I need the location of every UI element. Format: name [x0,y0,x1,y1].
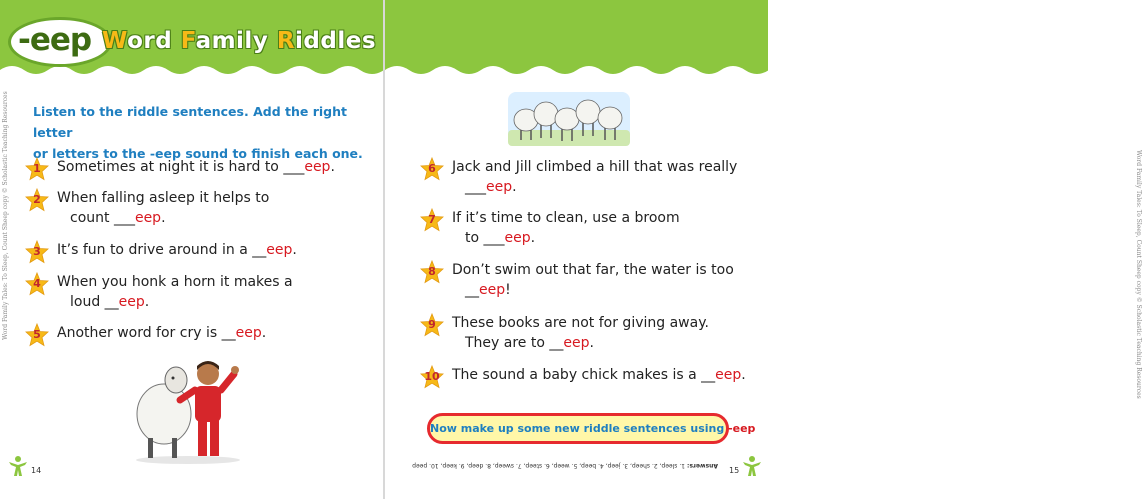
riddle-line-1: If it’s time to clean, use a broom [452,210,680,226]
riddle-line-1: Sometimes at night it is hard to ___eep. [57,159,335,175]
eep-ending: eep [118,294,145,310]
riddle-line-1: When falling asleep it helps to [57,190,270,206]
riddle-line-2: to ___eep. [465,230,536,246]
riddle-number: 4 [33,277,41,290]
star-icon [25,323,49,347]
riddle-line-2: __eep! [465,282,511,298]
riddle-number: 10 [424,370,440,383]
riddle-line-1: Another word for cry is __eep. [57,325,267,341]
star-icon [25,188,49,212]
riddle-number: 3 [33,245,41,258]
boy-hugging-sheep-illustration [128,356,254,464]
riddle-text [57,272,293,312]
riddle-line-2: ___eep. [465,179,517,195]
star-icon [420,365,444,389]
star-icon [25,272,49,296]
riddle-text [57,188,269,228]
star-icon [25,240,49,264]
page-number-right: 15 [729,466,740,475]
riddle-number: 2 [33,193,41,206]
riddle-line-1: These books are not for giving away. [452,315,709,331]
riddle-number: 9 [428,318,436,331]
eep-ending: eep [479,282,506,298]
eep-ending: eep [715,367,742,383]
star-icon [420,260,444,284]
eep-ending: eep [134,210,162,226]
riddle-text [452,157,737,197]
side-credit-right: Word Family Tales: To Sleep, Count Sheep copy © Scholastic Teaching Resources [1135,150,1142,399]
riddle-text [452,313,709,353]
eep-ending: eep [486,179,513,195]
riddle-prompt-callout: Now make up some new riddle sentences using -eep [427,413,729,444]
riddle-line-2: They are to __eep. [465,335,594,351]
eep-ending: eep [266,242,293,258]
instructions-line-2: or letters to the -eep sound to finish each one. [33,146,363,161]
eep-ending: eep [563,335,590,351]
riddle-number: 5 [33,328,41,341]
riddle-line-2: loud __eep. [70,294,150,310]
riddle-text [452,365,746,385]
riddle-number: 7 [428,213,436,226]
sheep-flock-illustration [506,86,632,148]
eep-ending: eep [504,230,531,246]
riddle-line-1: The sound a baby chick makes is a __eep. [452,367,746,383]
star-icon [25,157,49,181]
riddle-text [57,157,335,177]
star-icon [420,313,444,337]
riddle-line-1: Don’t swim out that far, the water is too [452,262,734,278]
instructions [33,101,373,164]
riddle-text [57,323,266,343]
title-word-family: -eep [18,22,92,58]
page-title: Word Family Riddles [102,28,377,54]
riddle-text [452,260,734,300]
riddle-text [57,240,297,260]
star-icon [420,208,444,232]
header-band-right [385,0,768,78]
eep-ending: eep [235,325,262,341]
answer-key: Answers: 1. sleep, 2. sheep, 3. jeep, 4. beep, 5. weep, 6. steep, 7. sweep, 8. deep, 9. keep, 10. peep [412,462,718,469]
kid-icon [7,455,29,477]
riddle-line-1: When you honk a horn it makes a [57,274,293,290]
kid-icon-right [741,455,763,477]
band-wave-edge-right [385,62,768,78]
riddle-line-1: Jack and Jill climbed a hill that was really [452,159,738,175]
instructions-line-1: Listen to the riddle sentences. Add the right letter [33,104,347,140]
riddle-text [452,208,680,248]
star-icon [420,157,444,181]
eep-ending: eep [304,159,331,175]
riddle-line-1: It’s fun to drive around in a __eep. [57,242,297,258]
page-number-left: 14 [31,466,42,475]
riddle-number: 1 [33,162,41,175]
side-credit: Word Family Tales: To Sleep, Count Sheep copy © Scholastic Teaching Resources [2,91,9,340]
riddle-line-2: count ___eep. [70,210,166,226]
riddle-number: 6 [428,162,436,175]
riddle-number: 8 [428,265,436,278]
